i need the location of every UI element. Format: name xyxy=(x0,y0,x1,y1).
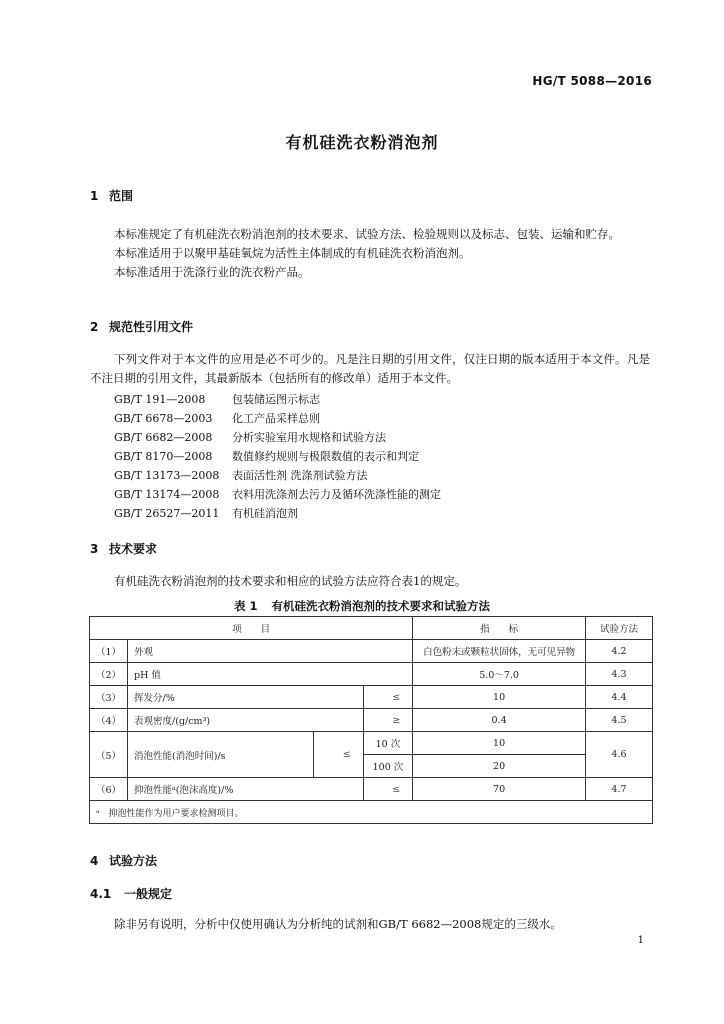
row-item: pH 值 xyxy=(128,663,413,686)
reference-code: GB/T 6682—2008 xyxy=(114,431,213,444)
table-footnote-row xyxy=(90,801,653,824)
section-title: 规范性引用文件 xyxy=(109,320,194,334)
section-title: 技术要求 xyxy=(109,542,158,556)
document-title: 有机硅洗衣粉消泡剂 xyxy=(285,133,439,152)
subsection-4-1-heading xyxy=(90,885,172,902)
reference-code: GB/T 8170—2008 xyxy=(114,450,213,463)
table-row xyxy=(90,663,653,686)
row-symbol: ≤ xyxy=(363,778,413,801)
row-value: 5.0～7.0 xyxy=(413,663,586,686)
reference-name: 衣料用洗涤剂去污力及循环洗涤性能的测定 xyxy=(232,488,441,501)
table-header-row xyxy=(90,617,653,640)
reference-code: GB/T 26527—2011 xyxy=(114,507,220,520)
reference-item xyxy=(114,409,441,428)
header-method: 试验方法 xyxy=(585,617,652,640)
row-item: 消泡性能(消泡时间)/s xyxy=(128,732,314,778)
standard-code: HG/T 5088—2016 xyxy=(532,74,652,88)
section-title: 范围 xyxy=(109,189,134,203)
row-subitem: 10 次 xyxy=(363,732,413,755)
row-value: 白色粉末或颗粒状固体，无可见异物 xyxy=(413,640,586,663)
paragraph: 本标准适用于洗涤行业的洗衣粉产品。 xyxy=(114,265,310,279)
row-subitem: 100 次 xyxy=(363,755,413,778)
reference-item xyxy=(114,390,441,409)
section-number: 1 xyxy=(90,189,99,203)
section-number: 2 xyxy=(90,320,99,334)
reference-name: 有机硅消泡剂 xyxy=(232,507,298,520)
row-no: （2） xyxy=(90,663,128,686)
section-3-intro xyxy=(90,572,650,591)
paragraph: 除非另有说明，分析中仅使用确认为分析纯的试剂和GB/T 6682—2008规定的三级水。 xyxy=(114,917,562,931)
paragraph: 本标准适用于以聚甲基硅氧烷为活性主体制成的有机硅洗衣粉消泡剂。 xyxy=(114,246,471,260)
row-no: （5） xyxy=(90,732,128,778)
paragraph: 下列文件对于本文件的应用是必不可少的。凡是注日期的引用文件，仅注日期的版本适用于本文件。凡是不注日期的引用文件，其最新版本（包括所有的修改单）适用于本文件。 xyxy=(90,352,650,385)
reference-item xyxy=(114,485,441,504)
row-item: 挥发分/% xyxy=(128,686,364,709)
reference-code: GB/T 13174—2008 xyxy=(114,488,220,501)
subsection-title: 一般规定 xyxy=(124,887,173,901)
section-title: 试验方法 xyxy=(109,854,158,868)
reference-item xyxy=(114,447,441,466)
row-value: 0.4 xyxy=(413,709,586,732)
section-4-body xyxy=(90,915,650,934)
row-method: 4.6 xyxy=(585,732,652,778)
row-no: （1） xyxy=(90,640,128,663)
reference-code: GB/T 6678—2003 xyxy=(114,412,213,425)
table-row xyxy=(90,778,653,801)
row-value: 20 xyxy=(413,755,586,778)
paragraph: 有机硅洗衣粉消泡剂的技术要求和相应的试验方法应符合表1的规定。 xyxy=(114,574,467,588)
header-index: 指 标 xyxy=(413,617,586,640)
section-2-heading xyxy=(90,318,193,335)
reference-name: 化工产品采样总则 xyxy=(232,412,320,425)
section-4-heading xyxy=(90,852,157,869)
reference-item xyxy=(114,466,441,485)
reference-item xyxy=(114,428,441,447)
reference-name: 包装储运图示标志 xyxy=(232,393,320,406)
section-1-body xyxy=(90,225,650,282)
spec-table xyxy=(89,616,653,824)
reference-name: 分析实验室用水规格和试验方法 xyxy=(232,431,386,444)
row-symbol: ≤ xyxy=(314,732,363,778)
reference-code: GB/T 191—2008 xyxy=(114,393,206,406)
section-3-heading xyxy=(90,540,157,557)
reference-code: GB/T 13173—2008 xyxy=(114,469,220,482)
row-value: 10 xyxy=(413,732,586,755)
row-no: （6） xyxy=(90,778,128,801)
row-item: 外观 xyxy=(128,640,413,663)
row-no: （4） xyxy=(90,709,128,732)
section-number: 3 xyxy=(90,542,99,556)
page-number: 1 xyxy=(637,935,644,946)
row-symbol: ≤ xyxy=(363,686,413,709)
table-caption-text: 有机硅洗衣粉消泡剂的技术要求和试验方法 xyxy=(271,599,490,613)
row-method: 4.4 xyxy=(585,686,652,709)
row-item: 表观密度/(g/cm³) xyxy=(128,709,364,732)
table-label: 表 1 xyxy=(233,599,258,613)
section-2-intro xyxy=(90,350,650,388)
row-no: （3） xyxy=(90,686,128,709)
row-value: 10 xyxy=(413,686,586,709)
paragraph: 本标准规定了有机硅洗衣粉消泡剂的技术要求、试验方法、检验规则以及标志、包装、运输和贮存。 xyxy=(114,227,620,241)
row-symbol: ≥ xyxy=(363,709,413,732)
table-row xyxy=(90,709,653,732)
reference-name: 数值修约规则与极限数值的表示和判定 xyxy=(232,450,419,463)
table-row xyxy=(90,732,653,755)
row-method: 4.2 xyxy=(585,640,652,663)
table-row xyxy=(90,640,653,663)
header-item: 项 目 xyxy=(90,617,413,640)
table-row xyxy=(90,686,653,709)
row-item: 抑泡性能ᵃ(泡沫高度)/% xyxy=(128,778,364,801)
reference-name: 表面活性剂 洗涤剂试验方法 xyxy=(232,469,368,482)
row-value: 70 xyxy=(413,778,586,801)
row-method: 4.5 xyxy=(585,709,652,732)
row-method: 4.7 xyxy=(585,778,652,801)
table-footnote: ᵃ 抑泡性能作为用户要求检测项目。 xyxy=(90,801,653,824)
subsection-number: 4.1 xyxy=(90,887,112,901)
section-number: 4 xyxy=(90,854,99,868)
reference-item xyxy=(114,504,441,523)
table-caption xyxy=(0,598,724,614)
section-1-heading xyxy=(90,187,133,204)
row-method: 4.3 xyxy=(585,663,652,686)
reference-list xyxy=(114,390,441,523)
